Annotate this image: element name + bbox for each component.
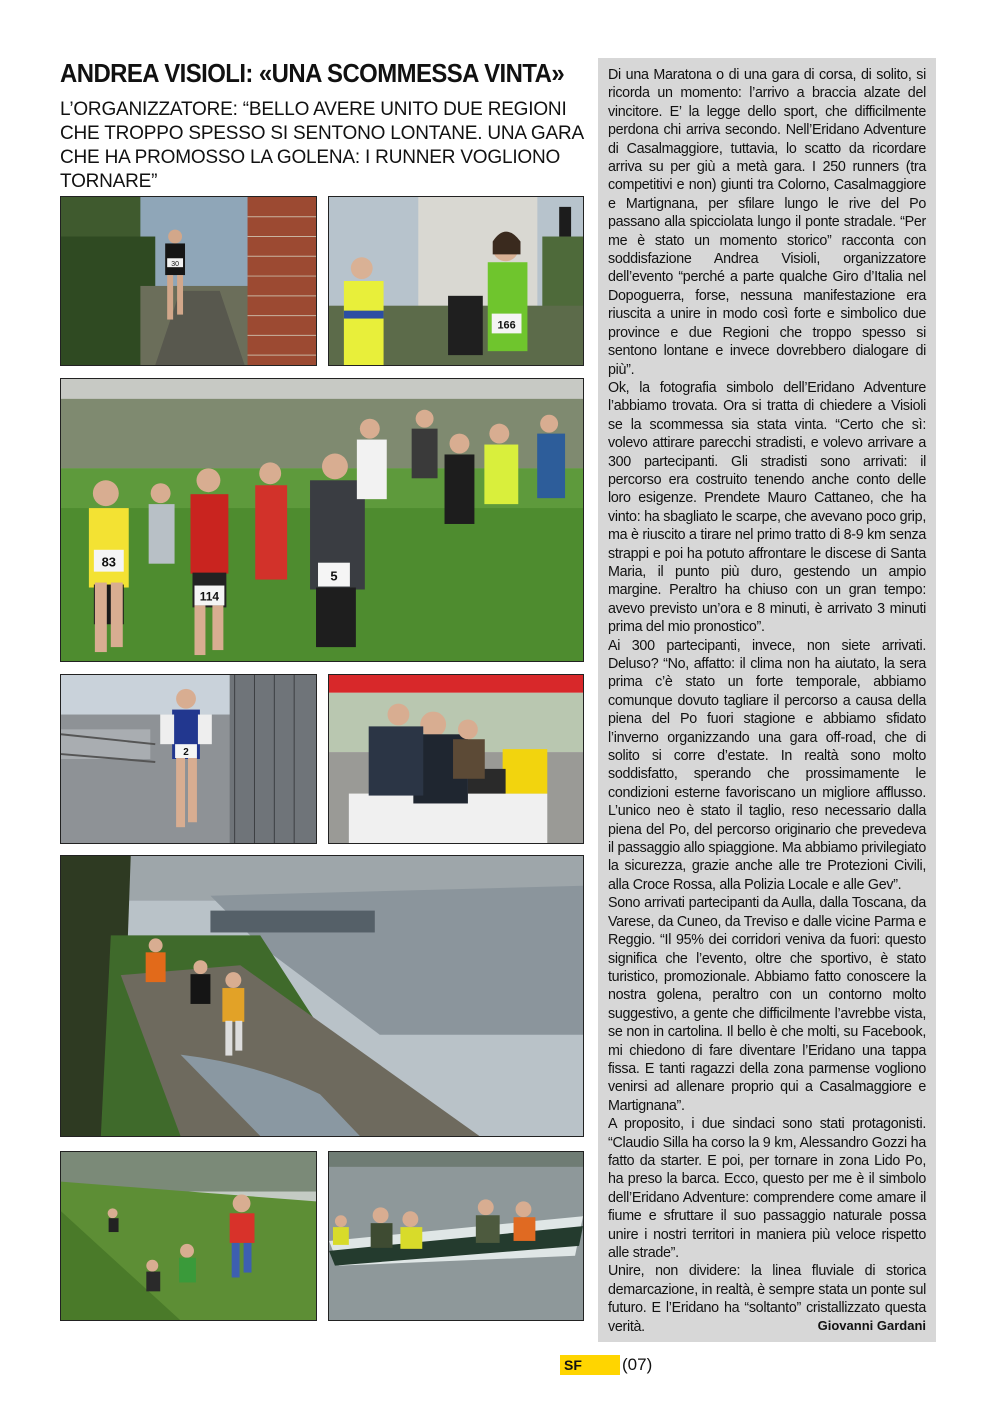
photo-riverbank-path [60, 855, 584, 1137]
article-author: Giovanni Gardani [817, 1318, 926, 1334]
article-paragraph: Di una Maratona o di una gara di corsa, di solito, si ricorda un momento: l’arrivo a braccia alzate del vincitore. E’ la legge dello sport, che difficilmente perdona chi arriva secondo. Nell’Eridano Adventure di Casalmaggiore, tuttavia, lo scatto da ricordare arriva su per giù a metà gara. I 250 runners (tra competitivi e non) giunti tra Colorno, Casalmaggiore e Martignana, per sfilare lungo le rive del Po passano alla spicciolata lungo il ponte stradale. “Per me è stato un momento storico” racconta con soddisfazione Andrea Visioli, organizzatore dell’evento “perché a parte qualche Giro d’Italia nel Dopoguerra, forse, nessuna manifestazione era riuscita a unire in modo così forte e simbolico due province e due Regioni che troppo spesso si sentono lontane e invece dovrebbero dialogare di più”. [608, 67, 926, 378]
bib-number: 166 [497, 319, 516, 332]
photo-timing-table [328, 674, 584, 844]
article-paragraph: Unire, non dividere: la linea fluviale di storica demarcazione, in realtà, è sempre stata un ponte sul futuro. E l’Eridano ha “soltanto” cristallizzato questa verità. [608, 1263, 926, 1335]
article-paragraph: A proposito, i due sindaci sono stati protagonisti. “Claudio Silla ha corso la 9 km, Alessandro Gozzi ha fatto da starter. E poi, per tornare in zona Lido Po, ha preso la barca. Ecco, questo per me è il simbolo dell’Eridano Adventure: comprendere come amare il fiume e sfruttare il suo passaggio naturale possa unire i nostri territori in maniera più veloce rispetto alle strade”. [608, 1116, 926, 1261]
page-number: (07) [622, 1355, 653, 1374]
article-title: ANDREA VISIOLI: «UNA SCOMMESSA VINTA» [60, 58, 565, 88]
bib-number: 2 [183, 747, 189, 759]
bib-number: 83 [101, 554, 117, 570]
bib-number: 30 [171, 261, 179, 269]
article-paragraph: Sono arrivati partecipanti da Aulla, dalla Toscana, da Varese, da Cuneo, da Treviso e dalle vicine Parma e Reggio. “Il 95% dei corridori veniva da fuori: questo significa che l’evento, oltre che sportivo, è stato turistico, promozionale. Abbiamo fatto conoscere la nostra golena, peraltro con un contorno molto suggestivo, a gente che difficilmente l’avrebbe vista, se non in cartolina. Il bello è che molti, su Facebook, mi chiedono di fare diventare l’Eridano una tappa fissa. E tanti ragazzi della zona parmense vogliono venirsi ad allenare proprio qui a Casalmaggiore e Martignana”. [608, 895, 926, 1114]
article-subtitle: L’ORGANIZZATORE: “BELLO AVERE UNITO DUE REGIONI CHE TROPPO SPESSO SI SENTONO LONTANE. UNA GARA CHE HA PROMOSSO LA GOLENA: I RUNNER VOGLIONO TORNARE” [60, 99, 583, 192]
article-body [598, 58, 936, 1342]
photo-volunteer-and-runner [328, 196, 584, 366]
page-footer [560, 1354, 652, 1376]
article-paragraph: Ai 300 partecipanti, invece, non siete arrivati. Deluso? “No, affatto: il clima non ha aiutato, la sera prima c’è stato un forte temporale, abbiamo comunque dovuto tagliare il percorso a causa della piena del Po fuori stagione e abbiamo sfidato l’inverno organizzando una gara off-road, che di solito si corre d’estate. In realtà sono molto soddisfatto, sperando che prossimamente le condizioni esterne favoriscano un migliore afflusso. L’unico neo è stato il taglio, reso necessario dalla piena del Po, del percorso originario che prevedeva il passaggio allo spiaggione. Ma abbiamo privilegiato la sicurezza, grazie anche alle tre Protezioni Civili, alla Croce Rossa, alla Polizia Locale e alle Gev”. [608, 637, 926, 893]
photo-boat-on-river [328, 1151, 584, 1321]
article-paragraph: Ok, la fotografia simbolo dell’Eridano Adventure l’abbiamo trovata. Ora si tratta di chiedere a Visioli se la scommessa sia stata vinta. “Certo che sì: volevo attirare parecchi stradisti, e volevo arrivare a 300 partecipanti. Gli stradisti sono arrivati: il percorso era costruito tenendo anche conto delle loro esigenze. Prendete Mauro Cattaneo, che ha vinto: ha sbagliato le scarpe, che avevano poco grip, ma è riuscito a tirare nel primo tratto di 8-9 km senza strappi e poi ha potuto affrontare le discese di Santa Maria, il punto più duro, gestendo un ampio margine. Peraltro ha chiuso con un gran tempo: avevo previsto un’ora e 8 minuti, è arrivato 3 minuti prima del mio pronostico”. [608, 379, 926, 636]
bib-number: 114 [199, 589, 220, 604]
photo-runners-group [60, 378, 584, 662]
photo-runner-guardrail [60, 674, 317, 844]
photo-runner-brick-wall [60, 196, 317, 366]
bib-number: 5 [330, 568, 338, 584]
magazine-logo: SF [560, 1355, 620, 1375]
photo-hill-climb [60, 1151, 317, 1321]
